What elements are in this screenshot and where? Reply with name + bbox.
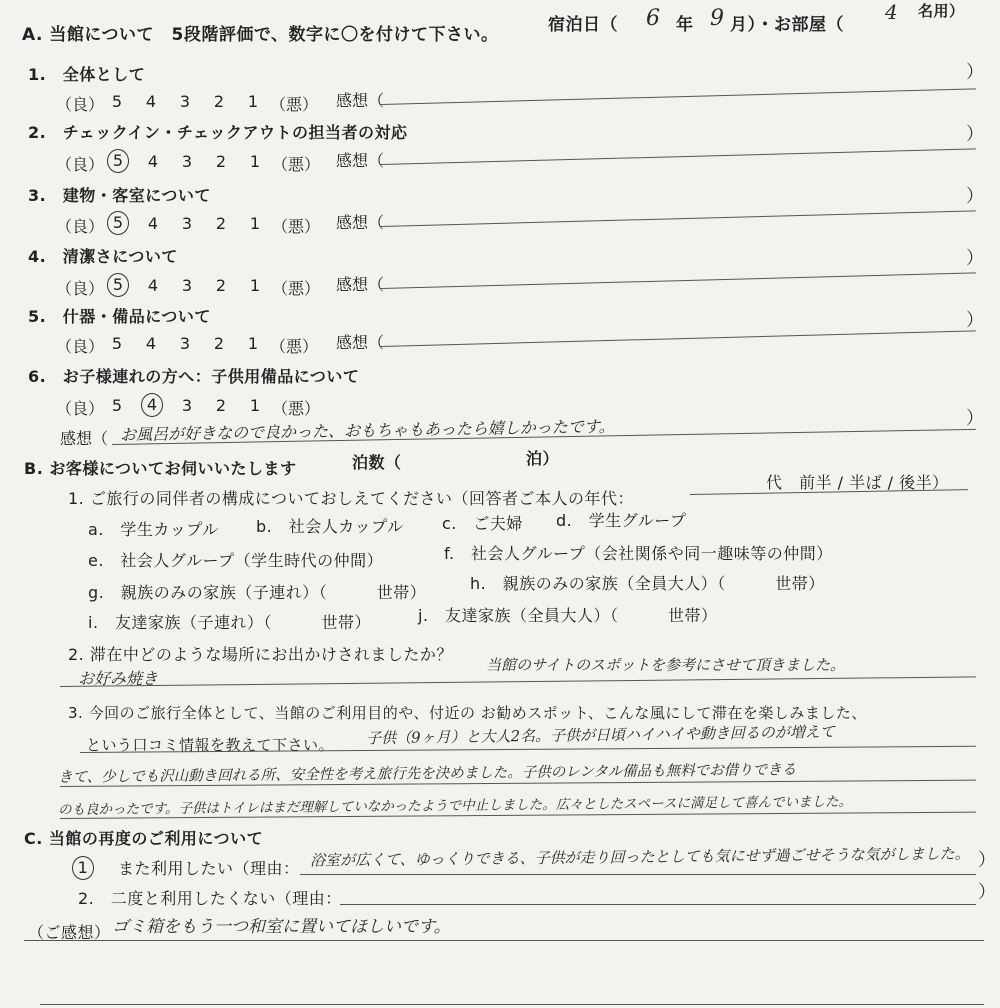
option-d[interactable]: d. 学生グループ [556, 511, 687, 530]
c-comment-label: （ご感想） [28, 923, 111, 942]
question-2-title: 2. チェックイン・チェックアウトの担当者の対応 [28, 123, 408, 142]
question-6-close-paren: ） [966, 408, 984, 429]
option-j[interactable]: j. 友達家族（全員大人）（ 世帯） [418, 606, 718, 625]
b-q3-answer-line2[interactable]: きて、少しでも沢山動き回れる所、安全性を考え旅行先を決めました。子供のレンタル備品も無料でお借りできる [57, 762, 797, 786]
question-3-close-paren: ） [966, 186, 984, 207]
rating-4[interactable]: 4 [147, 214, 159, 233]
c-option-1-close-paren: ） [978, 850, 996, 871]
question-4-comment-label: 感想（ [336, 275, 385, 294]
rating-1[interactable]: 1 [249, 396, 261, 415]
b-q1-age-options: 代 前半 / 半ば / 後半） [766, 473, 949, 492]
question-3-rating [56, 214, 320, 237]
month-value: 9 [710, 6, 724, 31]
rating-5[interactable]: 5 [111, 396, 123, 415]
bad-label: （悪） [272, 155, 321, 174]
b-q2-answer-right[interactable]: 当館のサイトのスポットを参考にさせて頂きました。 [486, 656, 845, 674]
good-label: （良） [56, 95, 105, 114]
option-f[interactable]: f. 社会人グループ（会社関係や同一趣味等の仲間） [444, 544, 833, 563]
nights-suffix: 泊） [526, 449, 560, 468]
rating-1[interactable]: 1 [249, 152, 261, 171]
rating-5-circled[interactable]: 5 [107, 273, 129, 297]
question-3-title: 3. 建物・客室について [28, 186, 211, 205]
question-5-title: 5. 什器・備品について [28, 307, 211, 326]
question-2-rating [56, 152, 320, 175]
bad-label: （悪） [272, 217, 321, 236]
question-3-comment-line[interactable] [380, 210, 976, 227]
rating-2[interactable]: 2 [213, 334, 225, 353]
nights-label: 泊数（ [352, 453, 402, 472]
c-comment-line-1 [24, 940, 984, 941]
option-e[interactable]: e. 社会人グループ（学生時代の仲間） [88, 551, 384, 570]
question-1-comment-line[interactable] [380, 88, 976, 105]
rating-4[interactable]: 4 [145, 92, 157, 111]
rating-1[interactable]: 1 [249, 276, 261, 295]
b-q3-title-line2: という口コミ情報を教えて下さい。 [86, 736, 335, 754]
rating-2[interactable]: 2 [215, 396, 227, 415]
question-1-comment-label: 感想（ [336, 91, 385, 110]
b-q2-title: 2. 滞在中どのような場所にお出かけされましたか？ [68, 645, 453, 664]
c-option-1-number[interactable]: 1 [72, 856, 94, 880]
rating-3[interactable]: 3 [181, 276, 193, 295]
b-q3-title-line1: 3. 今回のご旅行全体として、当館のご利用目的や、付近の お勧めスポット、こんな風にして滞在を楽しみました、 [68, 704, 867, 722]
c-comment-answer[interactable]: ゴミ箱をもう一つ和室に置いてほしいです。 [112, 917, 451, 937]
bad-label: （悪） [272, 279, 321, 298]
rating-3[interactable]: 3 [179, 92, 191, 111]
c-comment-line-2 [40, 1004, 984, 1005]
question-2-comment-label: 感想（ [336, 151, 385, 170]
question-5-rating [56, 334, 318, 357]
c-option-2-line [340, 904, 976, 905]
question-6-title: 6. お子様連れの方へ：子供用備品について [28, 367, 360, 386]
rating-3[interactable]: 3 [181, 214, 193, 233]
question-1-close-paren: ） [966, 62, 984, 83]
question-2-comment-line[interactable] [380, 148, 976, 165]
rating-2[interactable]: 2 [215, 276, 227, 295]
rating-1[interactable]: 1 [247, 92, 259, 111]
b-q2-line [60, 676, 976, 687]
rating-3[interactable]: 3 [179, 334, 191, 353]
question-5-comment-line[interactable] [380, 330, 976, 347]
question-5-close-paren: ） [966, 310, 984, 331]
question-6-rating [56, 396, 320, 419]
question-6-comment-label: 感想（ [60, 429, 109, 448]
b-q3-answer-line3[interactable]: のも良かったです。子供はトイレはまだ理解していなかったようで中止しました。広々としたスペースに満足して喜んでいました。 [57, 793, 853, 819]
option-g[interactable]: g. 親族のみの家族（子連れ）（ 世帯） [88, 583, 427, 602]
rating-5[interactable]: 5 [111, 92, 123, 111]
option-h[interactable]: h. 親族のみの家族（全員大人）（ 世帯） [470, 574, 825, 593]
c-option-2-close-paren: ） [978, 882, 996, 903]
room-suffix: 名用） [918, 2, 965, 20]
rating-1[interactable]: 1 [249, 214, 261, 233]
question-4-comment-line[interactable] [380, 272, 976, 289]
bad-label: （悪） [272, 399, 321, 418]
c-option-2-label[interactable]: 2. 二度と利用したくない（理由： [78, 889, 342, 908]
year-label: 年 [676, 15, 694, 35]
good-label: （良） [56, 279, 105, 298]
question-4-close-paren: ） [966, 248, 984, 269]
question-2-close-paren: ） [966, 124, 984, 145]
b-q2-answer-left[interactable]: お好み焼き [78, 669, 159, 688]
good-label: （良） [56, 337, 105, 356]
question-1-rating [56, 92, 318, 115]
option-c[interactable]: c. ご夫婦 [442, 514, 523, 533]
rating-2[interactable]: 2 [215, 214, 227, 233]
month-label: 月）・お部屋（ [730, 15, 844, 35]
rating-5-circled[interactable]: 5 [107, 211, 129, 235]
question-1-title: 1. 全体として [28, 65, 146, 84]
bad-label: （悪） [270, 95, 319, 114]
rating-5[interactable]: 5 [111, 334, 123, 353]
rating-4[interactable]: 4 [147, 152, 159, 171]
rating-2[interactable]: 2 [213, 92, 225, 111]
good-label: （良） [56, 217, 105, 236]
c-option-1-label[interactable]: また利用したい（理由： [118, 859, 300, 878]
rating-1[interactable]: 1 [247, 334, 259, 353]
c-option-1-line [300, 874, 976, 875]
section-a-title: A. 当館について 5段階評価で、数字に〇を付けて下さい。 [22, 25, 499, 45]
option-b[interactable]: b. 社会人カップル [256, 517, 404, 536]
rating-5-circled[interactable]: 5 [107, 149, 129, 173]
question-4-title: 4. 清潔さについて [28, 247, 178, 266]
option-a[interactable]: a. 学生カップル [88, 520, 219, 539]
stay-month-digit: 6 [646, 6, 660, 31]
rating-4[interactable]: 4 [147, 276, 159, 295]
question-4-rating [56, 276, 320, 299]
rating-2[interactable]: 2 [215, 152, 227, 171]
bad-label: （悪） [270, 337, 319, 356]
good-label: （良） [56, 155, 105, 174]
question-3-comment-label: 感想（ [336, 213, 385, 232]
option-i[interactable]: i. 友達家族（子連れ）（ 世帯） [88, 613, 372, 632]
c-option-1-answer[interactable]: 浴室が広くて、ゆっくりできる、子供が走り回ったとしても気にせず過ごせそうな気がしました。 [309, 844, 970, 870]
rating-4-circled[interactable]: 4 [141, 393, 163, 417]
good-label: （良） [56, 399, 105, 418]
question-6-comment-answer[interactable]: お風呂が好きなので良かった、おもちゃもあったら嬉しかったです。 [119, 416, 615, 445]
b-q3-answer-line1[interactable]: 子供（9ヶ月）と大人2名。子供が日頃ハイハイや動き回るのが増えて [365, 722, 835, 748]
stay-date-label: 宿泊日（ [548, 15, 618, 35]
room-value: 4 [885, 0, 898, 24]
rating-3[interactable]: 3 [181, 396, 193, 415]
rating-3[interactable]: 3 [181, 152, 193, 171]
question-5-comment-label: 感想（ [336, 333, 385, 352]
section-b-title: B. お客様についてお伺いいたします [24, 459, 297, 478]
rating-4[interactable]: 4 [145, 334, 157, 353]
b-q1-title: 1. ご旅行の同伴者の構成についておしえてください（回答者ご本人の年代： [68, 489, 635, 508]
section-c-title: C. 当館の再度のご利用について [24, 829, 264, 848]
